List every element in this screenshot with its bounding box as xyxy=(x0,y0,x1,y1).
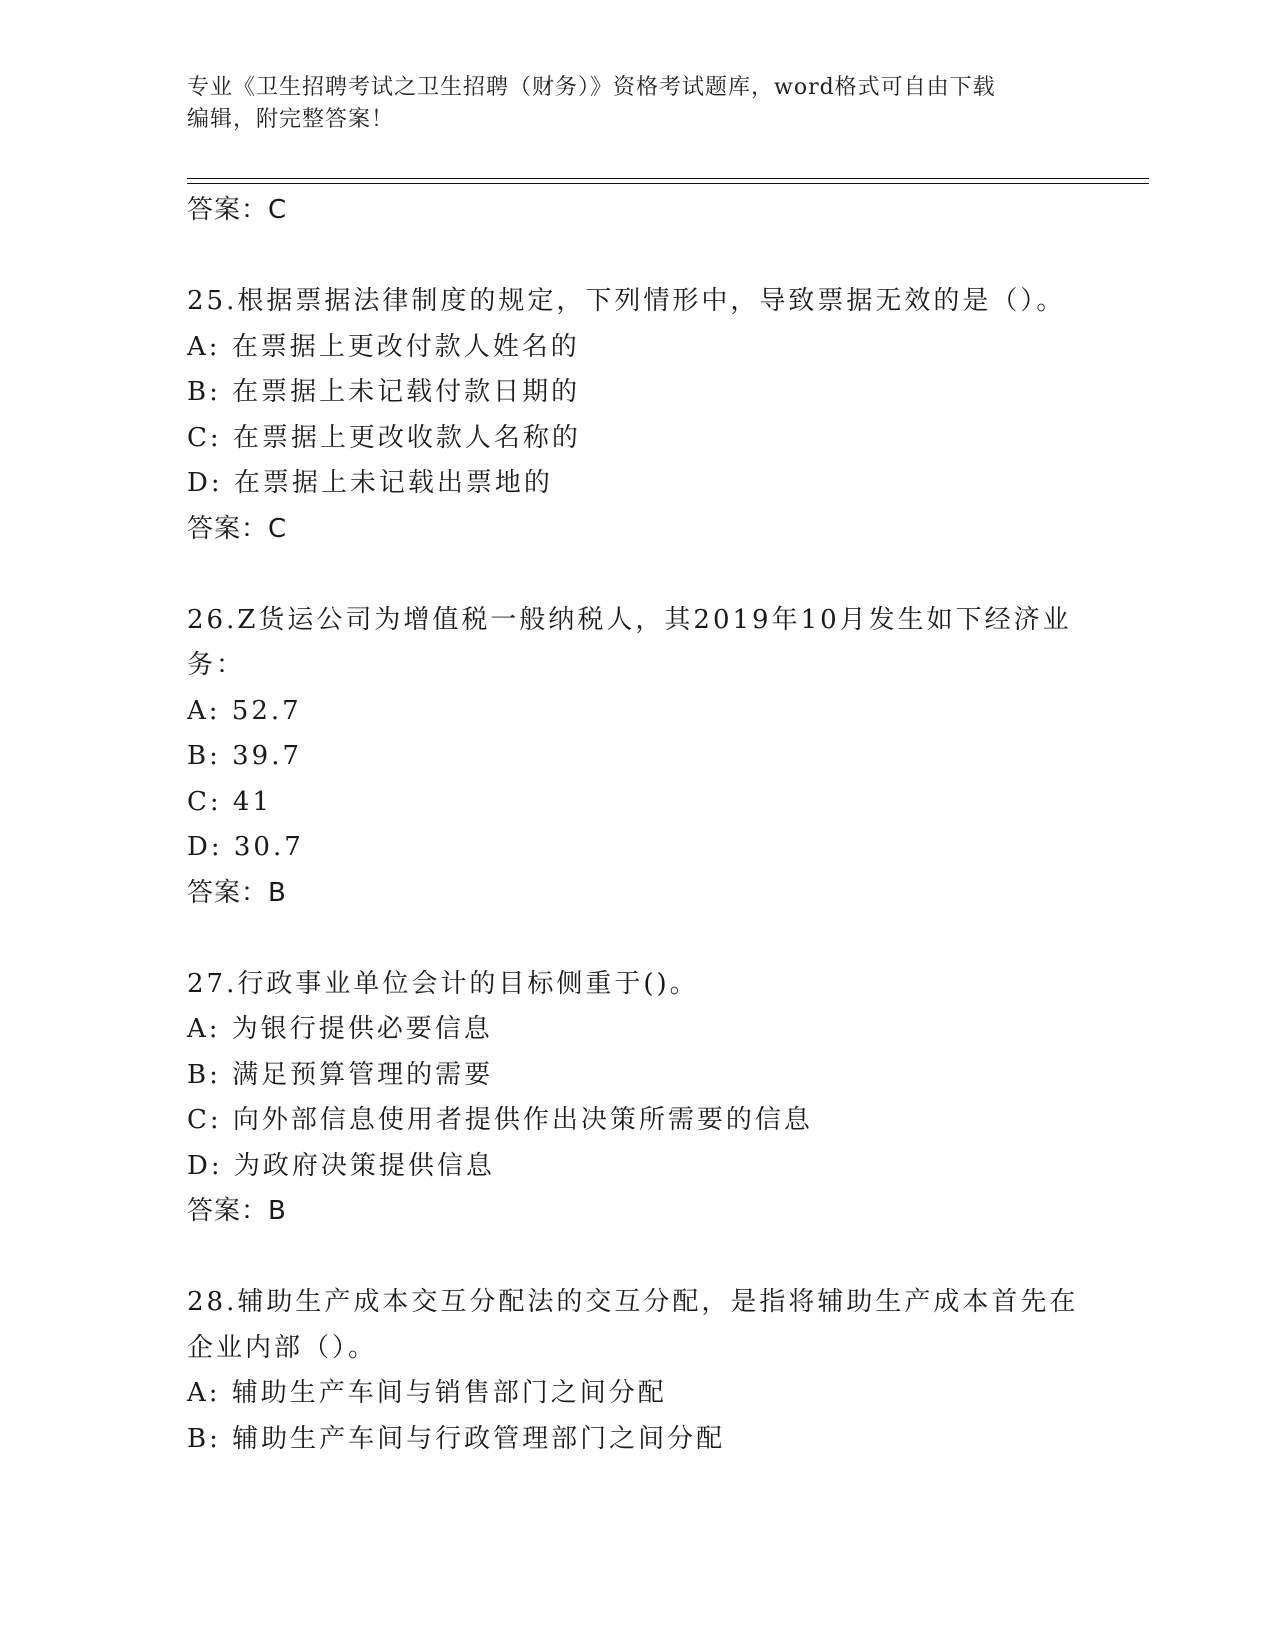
header-line-2: 编辑，附完整答案！ xyxy=(187,107,395,132)
answer: 答案：B xyxy=(187,877,287,908)
question-block xyxy=(187,962,1087,1235)
spacer xyxy=(187,916,1087,962)
option-a: A: 为银行提供必要信息 xyxy=(187,1014,493,1044)
option-b: B: 辅助生产车间与行政管理部门之间分配 xyxy=(187,1423,726,1454)
answer: 答案：B xyxy=(187,1196,287,1226)
option-a: A: 辅助生产车间与销售部门之间分配 xyxy=(187,1378,667,1408)
option-a: A: 在票据上更改付款人姓名的 xyxy=(187,331,580,362)
option-c: C: 向外部信息使用者提供作出决策所需要的信息 xyxy=(187,1105,813,1135)
answer: 答案：C xyxy=(187,513,288,544)
option-d: D: 在票据上未记载出票地的 xyxy=(187,468,553,498)
option-d: D: 30.7 xyxy=(187,832,304,862)
question-stem: 26.Z货运公司为增值税一般纳税人，其2019年10月发生如下经济业 xyxy=(187,604,1072,635)
question-block xyxy=(187,279,1087,552)
question-list xyxy=(187,188,1087,1462)
question-stem: 28.辅助生产成本交互分配法的交互分配，是指将辅助生产成本首先在 xyxy=(187,1287,1079,1317)
question-stem-continued: 企业内部（）。 xyxy=(187,1332,378,1363)
header-divider-bottom xyxy=(187,183,1149,184)
spacer xyxy=(187,1235,1087,1281)
option-c: C: 41 xyxy=(187,786,273,817)
option-b: B: 满足预算管理的需要 xyxy=(187,1059,494,1090)
option-c: C: 在票据上更改收款人名称的 xyxy=(187,422,581,453)
option-d: D: 为政府决策提供信息 xyxy=(187,1150,495,1181)
header-line-1: 专业《卫生招聘考试之卫生招聘（财务）》资格考试题库，word格式可自由下载 xyxy=(187,75,996,100)
spacer xyxy=(187,552,1087,598)
document-header xyxy=(187,72,1067,136)
question-block xyxy=(187,1280,1087,1462)
previous-answer: 答案：C xyxy=(187,195,288,225)
question-stem: 27.行政事业单位会计的目标侧重于()。 xyxy=(187,968,699,999)
spacer xyxy=(187,234,1087,280)
header-divider-top xyxy=(187,178,1149,179)
option-a: A: 52.7 xyxy=(187,695,302,726)
question-block xyxy=(187,598,1087,917)
option-b: B: 在票据上未记载付款日期的 xyxy=(187,377,581,407)
question-stem-continued: 务： xyxy=(187,650,246,680)
question-stem: 25.根据票据法律制度的规定，下列情形中，导致票据无效的是（）。 xyxy=(187,286,1066,316)
option-b: B: 39.7 xyxy=(187,741,303,771)
